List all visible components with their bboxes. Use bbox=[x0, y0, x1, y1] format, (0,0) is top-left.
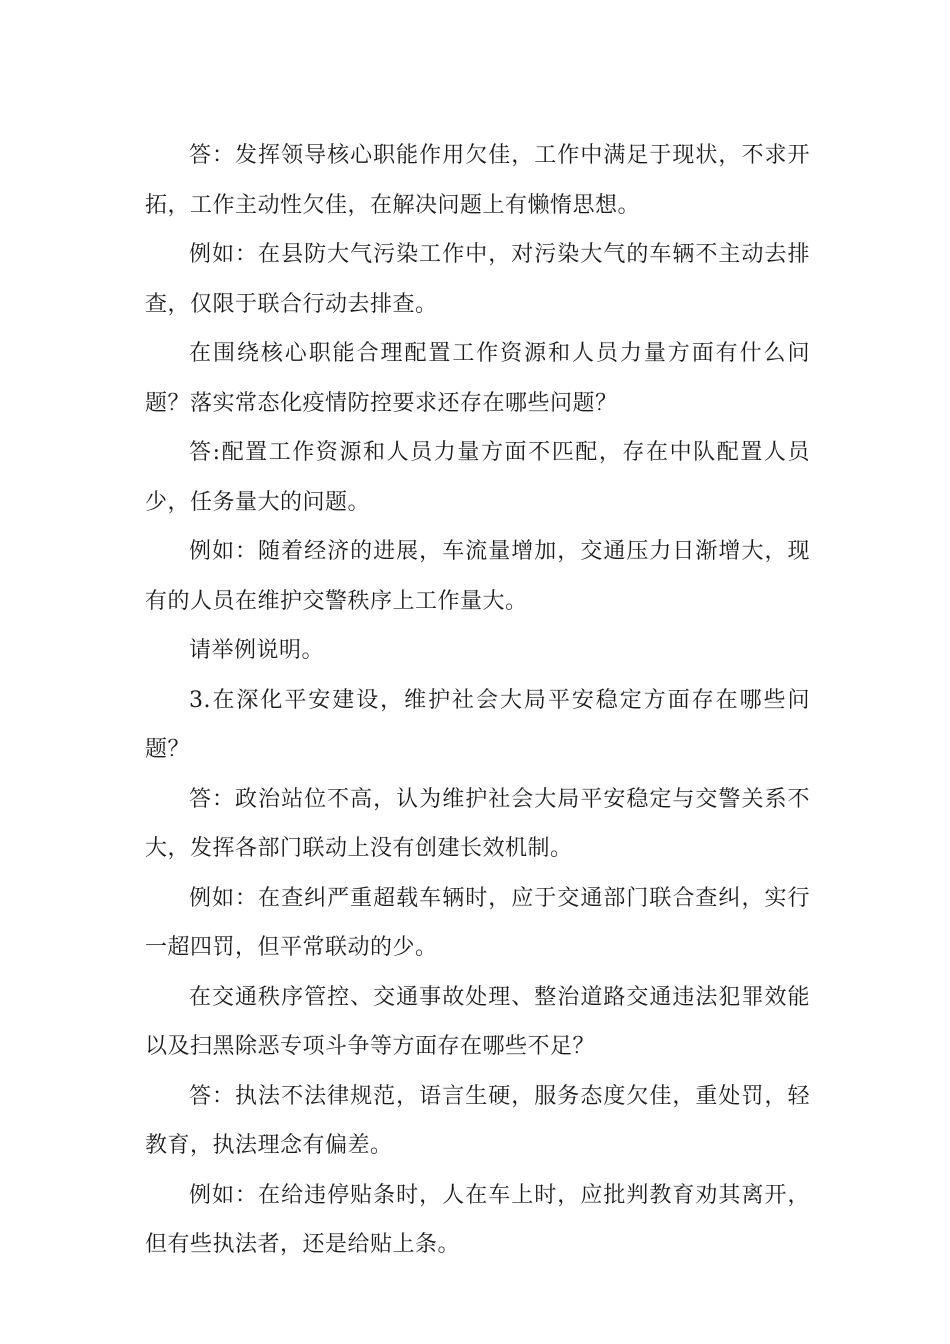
paragraph-note: 请举例说明。 bbox=[189, 638, 325, 663]
paragraph-question-2: 在围绕核心职能合理配置工作资源和人员力量方面有什么问题？落实常态化疫情防控要求还存在哪些问题？ bbox=[145, 341, 810, 416]
paragraph-example-2: 例如：随着经济的进展，车流量增加，交通压力日渐增大，现有的人员在维护交警秩序上工作量大。 bbox=[145, 539, 810, 614]
paragraph-answer-4: 答：执法不法律规范，语言生硬，服务态度欠佳，重处罚，轻教育，执法理念有偏差。 bbox=[145, 1083, 810, 1158]
paragraph-example-1: 例如：在县防大气污染工作中，对污染大气的车辆不主动去排查，仅限于联合行动去排查。 bbox=[145, 242, 810, 317]
paragraph-answer-1: 答：发挥领导核心职能作用欠佳，工作中满足于现状，不求开拓，工作主动性欠佳，在解决问题上有懒惰思想。 bbox=[145, 143, 810, 218]
paragraph-answer-3: 答：政治站位不高，认为维护社会大局平安稳定与交警关系不大，发挥各部门联动上没有创建长效机制。 bbox=[145, 786, 810, 861]
document-body bbox=[145, 131, 810, 1270]
paragraph-question-4: 在交通秩序管控、交通事故处理、整治道路交通违法犯罪效能以及扫黑除恶专项斗争等方面存在哪些不足？ bbox=[145, 984, 810, 1059]
paragraph-answer-2: 答:配置工作资源和人员力量方面不匹配，存在中队配置人员少，任务量大的问题。 bbox=[145, 440, 810, 515]
paragraph-example-4: 例如：在给违停贴条时，人在车上时，应批判教育劝其离开，但有些执法者，还是给贴上条。 bbox=[145, 1182, 810, 1257]
paragraph-question-3: 3.在深化平安建设，维护社会大局平安稳定方面存在哪些问题？ bbox=[145, 687, 810, 762]
paragraph-example-3: 例如：在查纠严重超载车辆时，应于交通部门联合查纠，实行一超四罚，但平常联动的少。 bbox=[145, 885, 810, 960]
